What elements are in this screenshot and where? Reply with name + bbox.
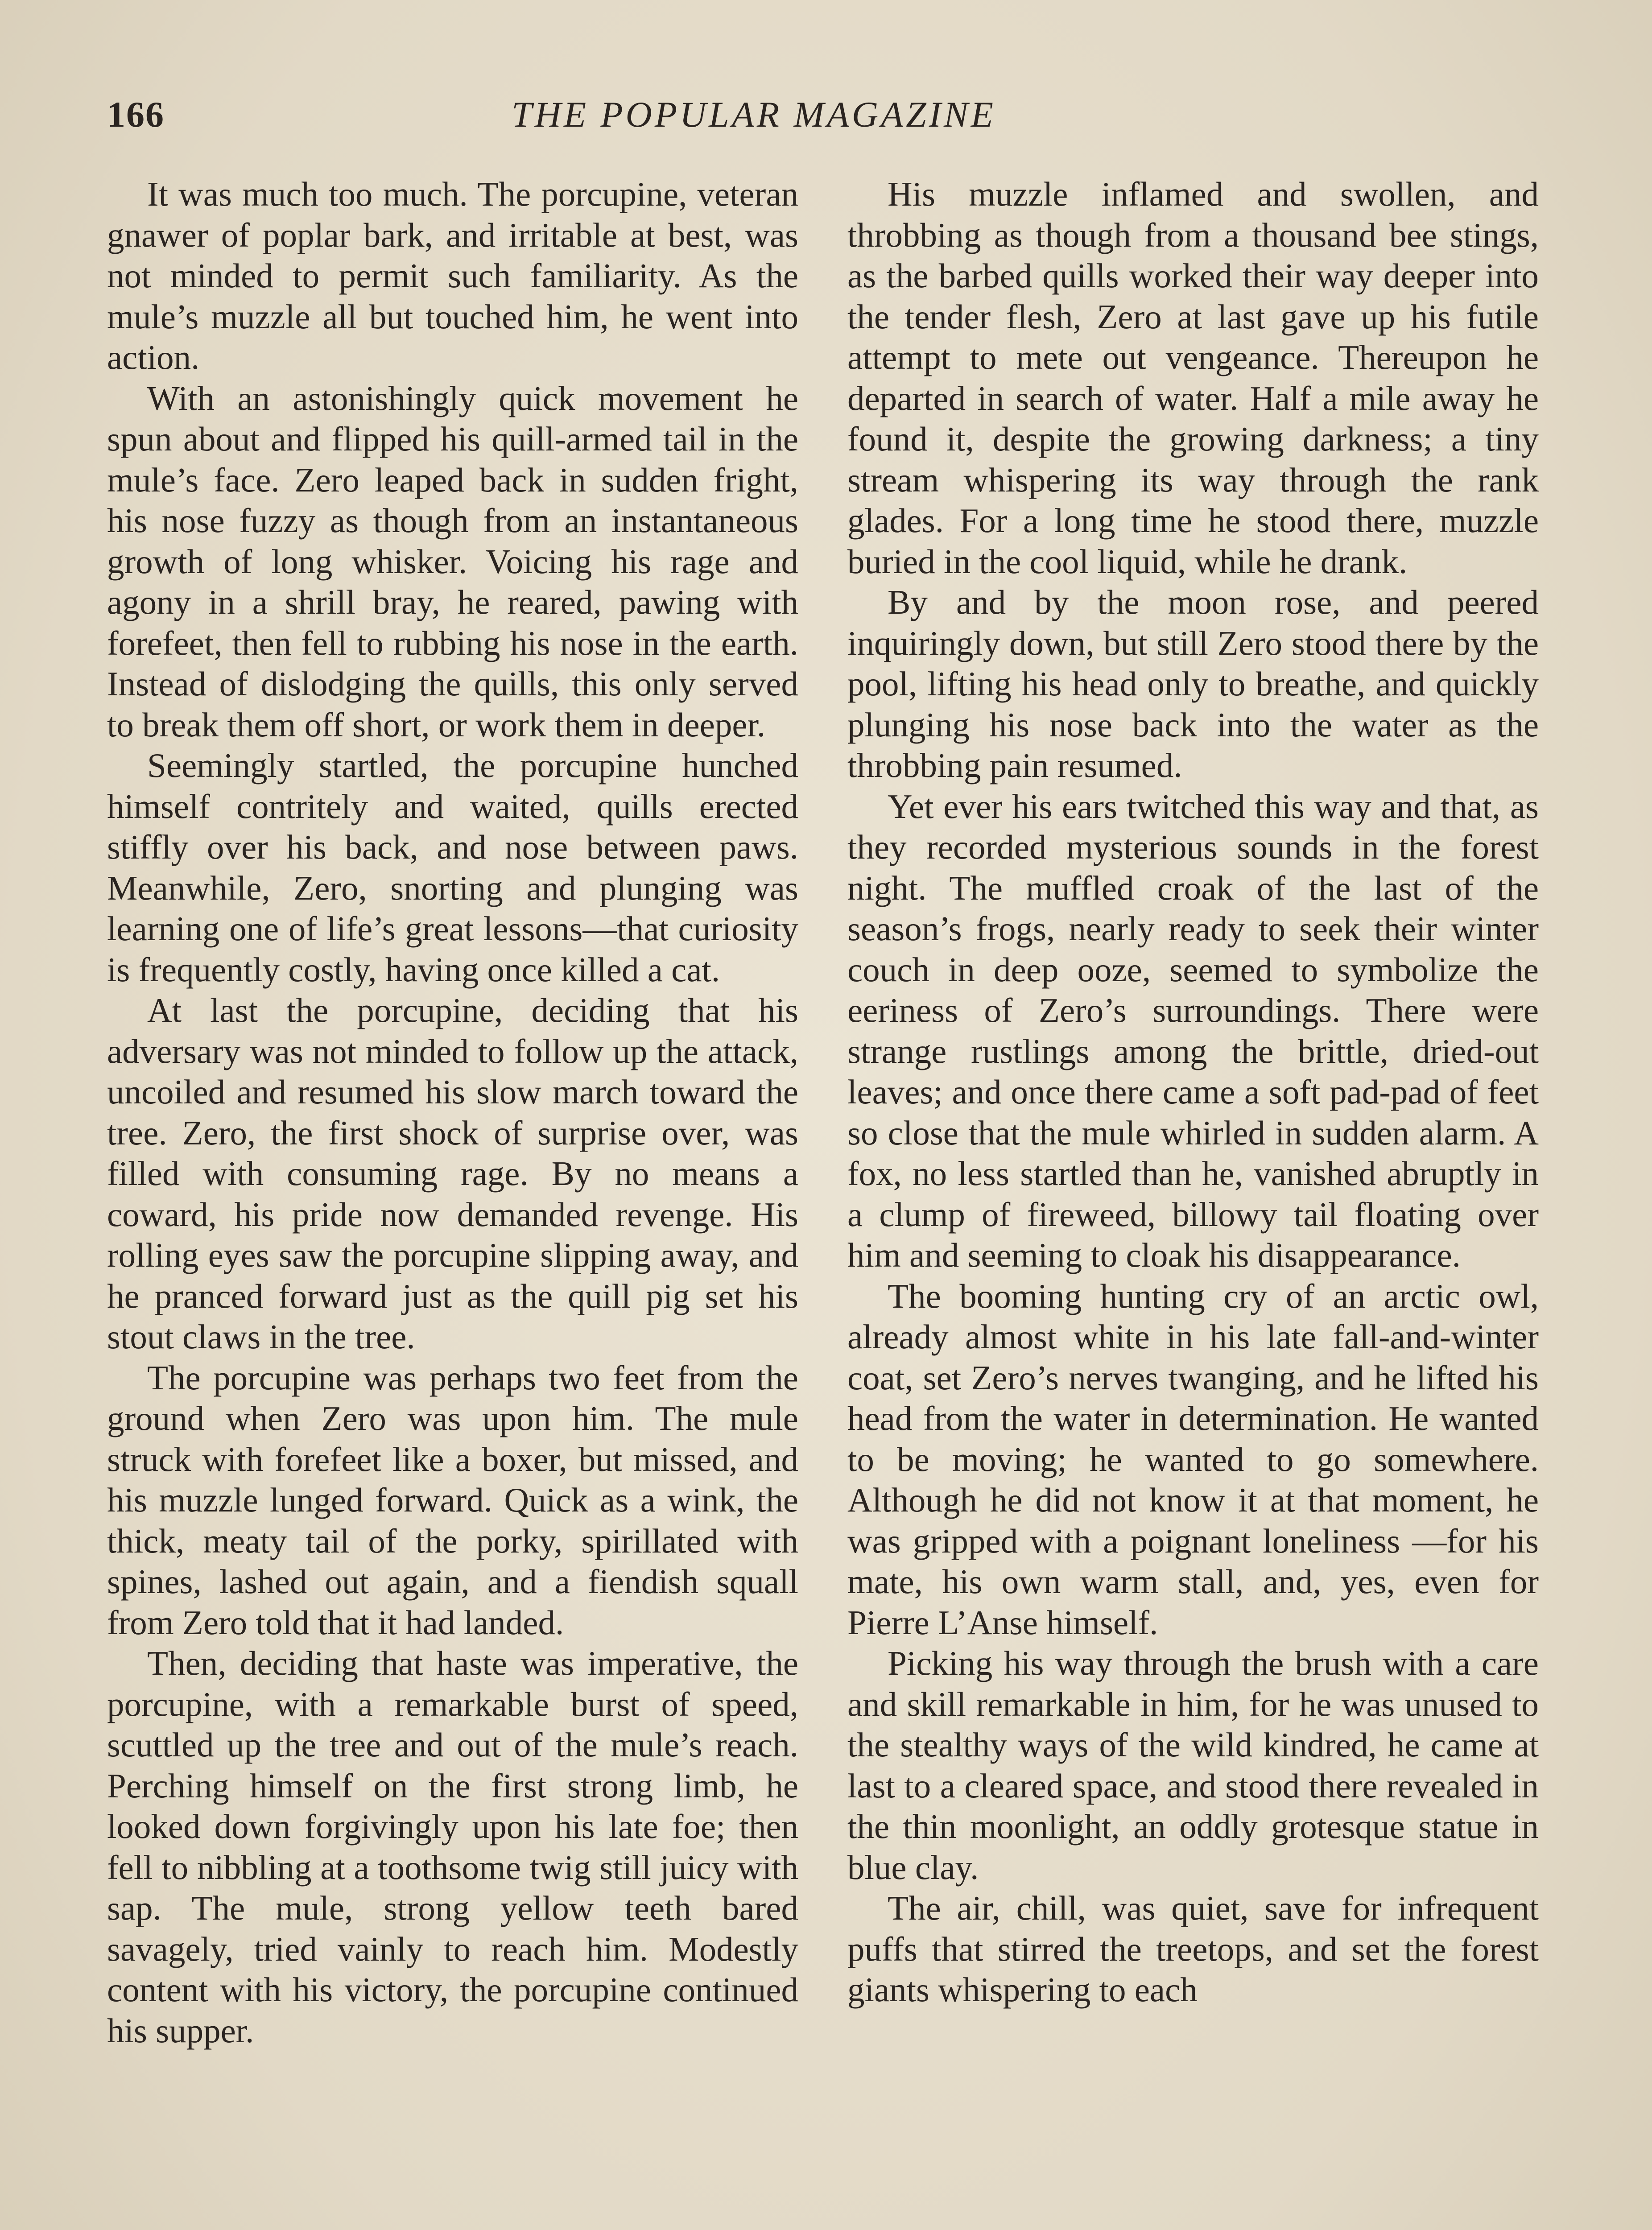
right-column (847, 174, 1539, 2011)
left-column (107, 174, 798, 2051)
page-number: 166 (107, 94, 165, 135)
paragraph: The booming hunting cry of an arctic owl, already almost white in his late fall-and-winter coat, set Zero’s nerves twanging, and he lifted his head from the water in determination. He wanted to be moving; he wanted to go somewhere. Although he did not know it at that moment, he was gripped with a poignant loneliness —for his mate, his own warm stall, and, yes, even for Pierre L’Anse himself. (847, 1276, 1539, 1642)
paragraph: The air, chill, was quiet, save for infrequent puffs that stirred the treetops, and set the forest giants whispering to each (847, 1889, 1539, 2009)
paragraph: Picking his way through the brush with a care and skill remarkable in him, for he was unused to the stealthy ways of the wild kindred, he came at last to a cleared space, and stood there revealed in the thin moonlight, an oddly grotesque statue in blue clay. (847, 1644, 1539, 1887)
page-header (107, 94, 1552, 147)
paragraph: His muzzle inflamed and swollen, and throbbing as though from a thousand bee stings, as the barbed quills worked their way deeper into the tender flesh, Zero at last gave up his futile attempt to mete out vengeance. Thereupon he departed in search of water. Half a mile away he found it, despite the growing darkness; a tiny stream whispering its way through the rank glades. For a long time he stood there, muzzle buried in the cool liquid, while he drank. (847, 175, 1539, 581)
paragraph: With an astonishingly quick movement he spun about and flipped his quill-armed tail in the mule’s face. Zero leaped back in sudden fright, his nose fuzzy as though from an instantaneous growth of long whisker. Voicing his rage and agony in a shrill bray, he reared, pawing with forefeet, then fell to rubbing his nose in the earth. Instead of dislodging the quills, this only served to break them off short, or work them in deeper. (107, 379, 798, 744)
paragraph: It was much too much. The porcupine, veteran gnawer of poplar bark, and irritable at best, was not minded to permit such familiarity. As the mule’s muzzle all but touched him, he went into action. (107, 175, 798, 376)
paragraph: Seemingly startled, the porcupine hunched himself contritely and waited, quills erected stiffly over his back, and nose between paws. Meanwhile, Zero, snorting and plunging was learning one of life’s great lessons—that curiosity is frequently costly, having once killed a cat. (107, 746, 798, 989)
running-title: THE POPULAR MAGAZINE (512, 94, 996, 135)
paragraph: At last the porcupine, deciding that his adversary was not minded to follow up the attack, uncoiled and resumed his slow march toward the tree. Zero, the first shock of surprise over, was filled with consuming rage. By no means a coward, his pride now demanded revenge. His rolling eyes saw the porcupine slipping away, and he pranced forward just as the quill pig set his stout claws in the tree. (107, 991, 798, 1356)
paragraph: The porcupine was perhaps two feet from the ground when Zero was upon him. The mule struck with forefeet like a boxer, but missed, and his muzzle lunged forward. Quick as a wink, the thick, meaty tail of the porky, spirillated with spines, lashed out again, and a fiendish squall from Zero told that it had landed. (107, 1358, 798, 1642)
paragraph: Then, deciding that haste was imperative, the porcupine, with a remarkable burst of speed, scuttled up the tree and out of the mule’s reach. Perching himself on the first strong limb, he looked down forgivingly upon his late foe; then fell to nibbling at a toothsome twig still juicy with sap. The mule, strong yellow teeth bared savagely, tried vainly to reach him. Modestly content with his victory, the porcupine continued his supper. (107, 1644, 798, 2050)
paragraph: Yet ever his ears twitched this way and that, as they recorded mysterious sounds in the forest night. The muffled croak of the last of the season’s frogs, nearly ready to seek their winter couch in deep ooze, seemed to symbolize the eeriness of Zero’s surroundings. There were strange rustlings among the brittle, dried-out leaves; and once there came a soft pad-pad of feet so close that the mule whirled in sudden alarm. A fox, no less startled than he, vanished abruptly in a clump of fireweed, billowy tail floating over him and seeming to cloak his disappearance. (847, 787, 1539, 1274)
paragraph: By and by the moon rose, and peered inquiringly down, but still Zero stood there by the pool, lifting his head only to breathe, and quickly plunging his nose back into the water as the throbbing pain resumed. (847, 583, 1539, 785)
